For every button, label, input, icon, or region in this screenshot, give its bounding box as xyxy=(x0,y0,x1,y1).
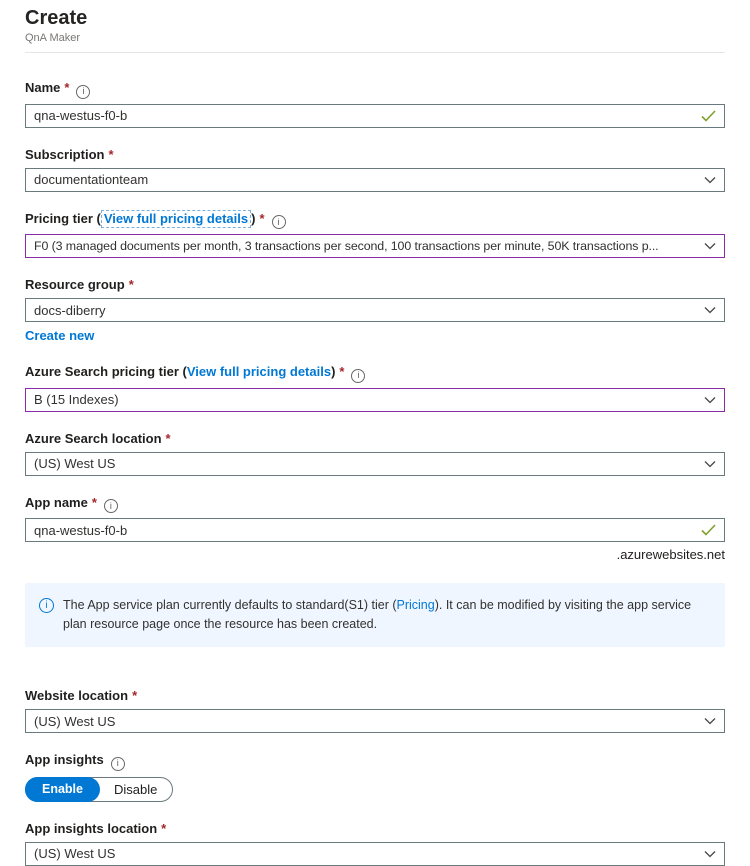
required-asterisk: * xyxy=(165,430,171,446)
header-divider xyxy=(25,52,725,53)
resource-group-dropdown[interactable] xyxy=(25,298,725,322)
chevron-down-icon xyxy=(704,306,716,314)
field-azure-search-location xyxy=(25,430,725,476)
name-input[interactable] xyxy=(34,105,695,127)
app-name-domain-suffix: .azurewebsites.net xyxy=(616,547,725,562)
subscription-dropdown[interactable] xyxy=(25,168,725,192)
field-name xyxy=(25,79,725,128)
app-name-input[interactable] xyxy=(34,519,695,541)
pricing-tier-value: F0 (3 managed documents per month, 3 transactions per second, 100 transactions per minute, 50K transactions p... xyxy=(34,239,659,253)
field-app-insights xyxy=(25,751,725,802)
valid-check-icon xyxy=(701,524,716,536)
info-icon: i xyxy=(39,598,54,613)
required-asterisk: * xyxy=(64,80,70,95)
enable-option[interactable]: Enable xyxy=(25,777,100,802)
app-insights-toggle xyxy=(25,777,173,802)
field-azure-search-pricing-tier xyxy=(25,363,725,412)
subscription-value: documentationteam xyxy=(34,172,149,187)
info-box-text: The App service plan currently defaults to standard(S1) tier (Pricing). It can be modified by visiting the app service plan resource page once the resource has been created. xyxy=(63,598,692,631)
azure-search-pricing-tier-value: B (15 Indexes) xyxy=(34,392,119,407)
field-pricing-tier xyxy=(25,210,725,259)
app-insights-label: App insights i xyxy=(25,751,725,771)
required-asterisk: * xyxy=(91,494,97,510)
create-form xyxy=(0,79,750,866)
chevron-down-icon xyxy=(704,717,716,725)
chevron-down-icon xyxy=(704,176,716,184)
pricing-tier-dropdown[interactable] xyxy=(25,234,725,258)
view-full-pricing-details-link[interactable]: View full pricing details xyxy=(186,364,332,379)
create-new-link[interactable]: Create new xyxy=(25,328,95,343)
required-asterisk: * xyxy=(108,146,114,162)
azure-search-location-dropdown[interactable] xyxy=(25,452,725,476)
blade-header xyxy=(0,0,750,53)
field-website-location xyxy=(25,687,725,733)
required-asterisk: * xyxy=(132,688,138,703)
info-icon[interactable]: i xyxy=(104,499,118,513)
app-name-label: App name * i xyxy=(25,494,725,514)
field-resource-group xyxy=(25,276,725,345)
resource-group-label: Resource group * xyxy=(25,277,134,292)
required-asterisk: * xyxy=(128,277,134,292)
page-subtitle: QnA Maker xyxy=(25,32,81,44)
required-asterisk: * xyxy=(161,820,167,836)
subscription-label: Subscription * xyxy=(25,146,114,162)
name-label: Name * i xyxy=(25,79,725,99)
website-location-dropdown[interactable] xyxy=(25,709,725,733)
azure-search-location-value: (US) West US xyxy=(34,456,116,471)
app-insights-location-value: (US) West US xyxy=(34,846,116,861)
azure-search-pricing-tier-label: Azure Search pricing tier (View full pricing details) * i xyxy=(25,363,725,383)
app-service-plan-info-box xyxy=(25,583,725,647)
name-input-wrapper xyxy=(25,104,725,128)
info-icon[interactable]: i xyxy=(76,85,90,99)
azure-search-pricing-tier-dropdown[interactable] xyxy=(25,388,725,412)
info-icon[interactable]: i xyxy=(351,369,365,383)
resource-group-value: docs-diberry xyxy=(34,302,106,318)
view-full-pricing-details-link[interactable]: View full pricing details xyxy=(101,210,251,228)
valid-check-icon xyxy=(701,110,716,122)
info-icon[interactable]: i xyxy=(272,215,286,229)
info-icon[interactable]: i xyxy=(111,757,125,771)
pricing-tier-label: Pricing tier ( View full pricing details ) * i xyxy=(25,210,725,230)
app-name-input-wrapper xyxy=(25,518,725,542)
field-app-insights-location xyxy=(25,820,725,866)
field-subscription xyxy=(25,146,725,192)
chevron-down-icon xyxy=(704,460,716,468)
azure-search-location-label: Azure Search location * xyxy=(25,430,171,446)
chevron-down-icon xyxy=(704,850,716,858)
website-location-value: (US) West US xyxy=(34,713,116,729)
chevron-down-icon xyxy=(704,242,716,250)
required-asterisk: * xyxy=(259,210,265,226)
chevron-down-icon xyxy=(704,396,716,404)
required-asterisk: * xyxy=(339,364,345,379)
app-insights-location-dropdown[interactable] xyxy=(25,842,725,866)
disable-option[interactable]: Disable xyxy=(114,781,158,797)
field-app-name xyxy=(25,494,725,563)
website-location-label: Website location * xyxy=(25,688,138,703)
page-title: Create xyxy=(25,7,88,29)
app-insights-location-label: App insights location * xyxy=(25,820,167,836)
pricing-link[interactable]: Pricing xyxy=(396,598,435,612)
